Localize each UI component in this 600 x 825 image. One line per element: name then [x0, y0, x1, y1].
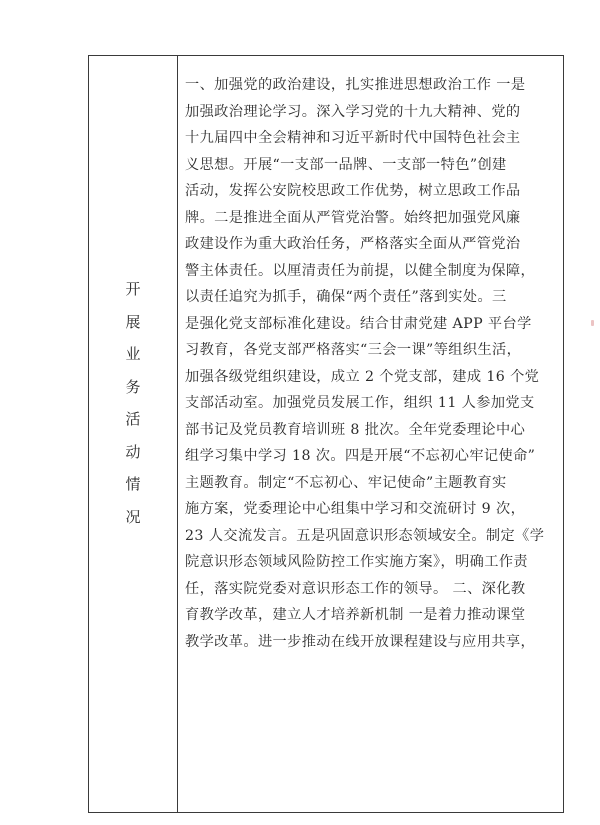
row-label-cell [89, 56, 177, 812]
content-text [179, 72, 563, 655]
row-label-char: 情 [125, 475, 141, 493]
text-line: 任，落实院党委对意识形态工作的领导。 二、深化教 [185, 580, 526, 597]
text-line: 院意识形态领域风险防控工作实施方案》，明确工作责 [185, 554, 529, 570]
text-line: 警主体责任。以厘清责任为前提，以健全制度为保障， [185, 262, 536, 279]
row-label-char: 展 [125, 312, 141, 331]
row-label-char: 活 [125, 410, 141, 428]
text-line: 牌。二是推进全面从严管党治警。始终把加强党风廉 [185, 209, 521, 226]
row-label [119, 282, 147, 542]
row-label-char: 业 [125, 345, 141, 363]
text-line: 育教学改革，建立人才培养新机制 一是着力推动课堂 [185, 607, 526, 623]
text-line: 部书记及党员教育培训班 8 批次。全年党委理论中心 [185, 421, 526, 438]
text-line: 主题教育。制定“不忘初心、牢记使命”主题教育实 [185, 474, 507, 491]
content-cell [179, 56, 563, 812]
text-line: 23 人交流发言。五是巩固意识形态领域安全。制定《学 [185, 527, 545, 544]
text-line: 十九届四中全会精神和习近平新时代中国特色社会主 [185, 130, 521, 146]
text-line: 教学改革。进一步推动在线开放课程建设与应用共享， [185, 633, 536, 650]
row-label-char: 开 [125, 280, 141, 298]
text-line: 加强政治理论学习。深入学习党的十九大精神、党的 [185, 103, 521, 120]
row-label-char: 动 [125, 442, 141, 461]
text-line: 加强各级党组织建设，成立 2 个党支部，建成 16 个党 [185, 368, 540, 385]
scan-mark [591, 320, 594, 326]
text-line: 活动，发挥公安院校思政工作优势，树立思政工作品 [185, 183, 521, 199]
text-line: 义思想。开展“一支部一品牌、一支部一特色”创建 [185, 156, 507, 173]
text-line: 施方案，党委理论中心组集中学习和交流研讨 9 次， [185, 501, 526, 517]
text-line: 支部活动室。加强党员发展工作，组织 11 人参加党支 [185, 395, 535, 411]
row-label-char: 务 [125, 377, 141, 396]
text-line: 习教育，各党支部严格落实“三会一课”等组织生活， [185, 342, 522, 358]
text-line: 以责任追究为抓手，确保“两个责任”落到实处。三 [185, 289, 507, 305]
text-line: 政建设作为重大政治任务，严格落实全面从严管党治 [185, 236, 521, 252]
row-label-char: 况 [125, 507, 141, 526]
form-table [88, 55, 564, 813]
text-line: 是强化党支部标准化建设。结合甘肃党建 APP 平台学 [185, 315, 532, 332]
text-line: 一、加强党的政治建设，扎实推进思想政治工作 一是 [185, 77, 526, 93]
text-line: 组学习集中学习 18 次。四是开展“不忘初心牢记使命” [185, 448, 536, 464]
column-divider [177, 56, 178, 812]
